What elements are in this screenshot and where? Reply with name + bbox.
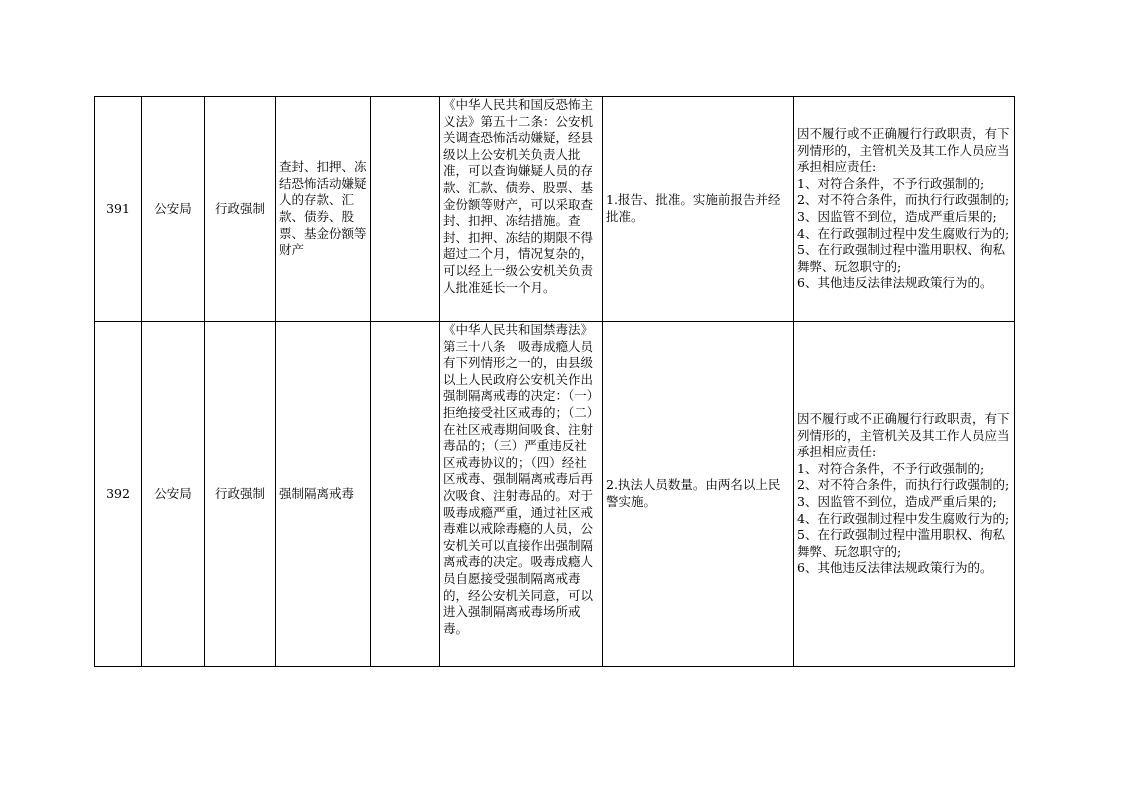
table-row	[95, 97, 1015, 322]
cell-power-name: 强制隔离戒毒	[276, 322, 371, 667]
cell-item-number: 391	[95, 97, 142, 322]
cell-item-number: 392	[95, 322, 142, 667]
power-list-table	[94, 96, 1015, 667]
responsibility-item: 6、其他违反法律法规政策行为的。	[797, 275, 993, 291]
responsibility-intro: 因不履行或不正确履行行政职责，有下列情形的，主管机关及其工作人员应当承担相应责任:	[797, 411, 1010, 460]
cell-department: 公安局	[142, 322, 205, 667]
responsibility-item: 4、在行政强制过程中发生腐败行为的;	[797, 510, 1010, 526]
responsibility-item: 5、在行政强制过程中滥用职权、徇私舞弊、玩忽职守的;	[797, 527, 1005, 559]
cell-power-name: 查封、扣押、冻结恐怖活动嫌疑人的存款、汇款、债券、股票、基金份额等财产	[276, 97, 371, 322]
cell-blank	[371, 97, 440, 322]
responsibility-item: 2、对不符合条件，而执行行政强制的;	[797, 192, 1010, 208]
cell-legal-basis: 《中华人民共和国禁毒法》第三十八条 吸毒成瘾人员有下列情形之一的，由县级以上人民政府公安机关作出强制隔离戒毒的决定：（一）拒绝接受社区戒毒的；（二）在社区戒毒期间吸食、注射毒品的；（三）严重违反社区戒毒协议的；（四）经社区戒毒、强制隔离戒毒后再次吸食、注射毒品的。对于吸毒成瘾严重，通过社区戒毒难以戒除毒瘾的人员，公安机关可以直接作出强制隔离戒毒的决定。吸毒成瘾人员自愿接受强制隔离戒毒的，经公安机关同意，可以进入强制隔离戒毒场所戒毒。	[440, 322, 603, 667]
responsibility-item: 6、其他违反法律法规政策行为的。	[797, 560, 993, 576]
cell-power-type: 行政强制	[205, 97, 276, 322]
cell-responsibility	[794, 322, 1015, 667]
cell-power-type: 行政强制	[205, 322, 276, 667]
cell-department: 公安局	[142, 97, 205, 322]
responsibility-item: 3、因监管不到位，造成严重后果的;	[797, 494, 997, 509]
cell-responsibility	[794, 97, 1015, 322]
responsibility-item: 4、在行政强制过程中发生腐败行为的;	[797, 225, 1010, 241]
responsibility-item: 1、对符合条件，不予行政强制的;	[797, 460, 985, 476]
cell-legal-basis: 《中华人民共和国反恐怖主义法》第五十二条：公安机关调查恐怖活动嫌疑，经县级以上公安机关负责人批准，可以查询嫌疑人员的存款、汇款、债券、股票、基金份额等财产，可以采取查封、扣押、冻结措施。查封、扣押、冻结的期限不得超过二个月，情况复杂的，可以经上一级公安机关负责人批准延长一个月。	[440, 97, 603, 322]
responsibility-intro: 因不履行或不正确履行行政职责，有下列情形的，主管机关及其工作人员应当承担相应责任:	[797, 126, 1010, 175]
cell-blank	[371, 322, 440, 667]
table-row	[95, 322, 1015, 667]
responsibility-item: 5、在行政强制过程中滥用职权、徇私舞弊、玩忽职守的;	[797, 242, 1005, 274]
cell-implementation-condition: 1.报告、批准。实施前报告并经批准。	[603, 97, 794, 322]
responsibility-item: 3、因监管不到位，造成严重后果的;	[797, 209, 997, 224]
cell-implementation-condition: 2.执法人员数量。由两名以上民警实施。	[603, 322, 794, 667]
responsibility-item: 1、对符合条件，不予行政强制的;	[797, 175, 985, 191]
responsibility-item: 2、对不符合条件，而执行行政强制的;	[797, 477, 1010, 493]
